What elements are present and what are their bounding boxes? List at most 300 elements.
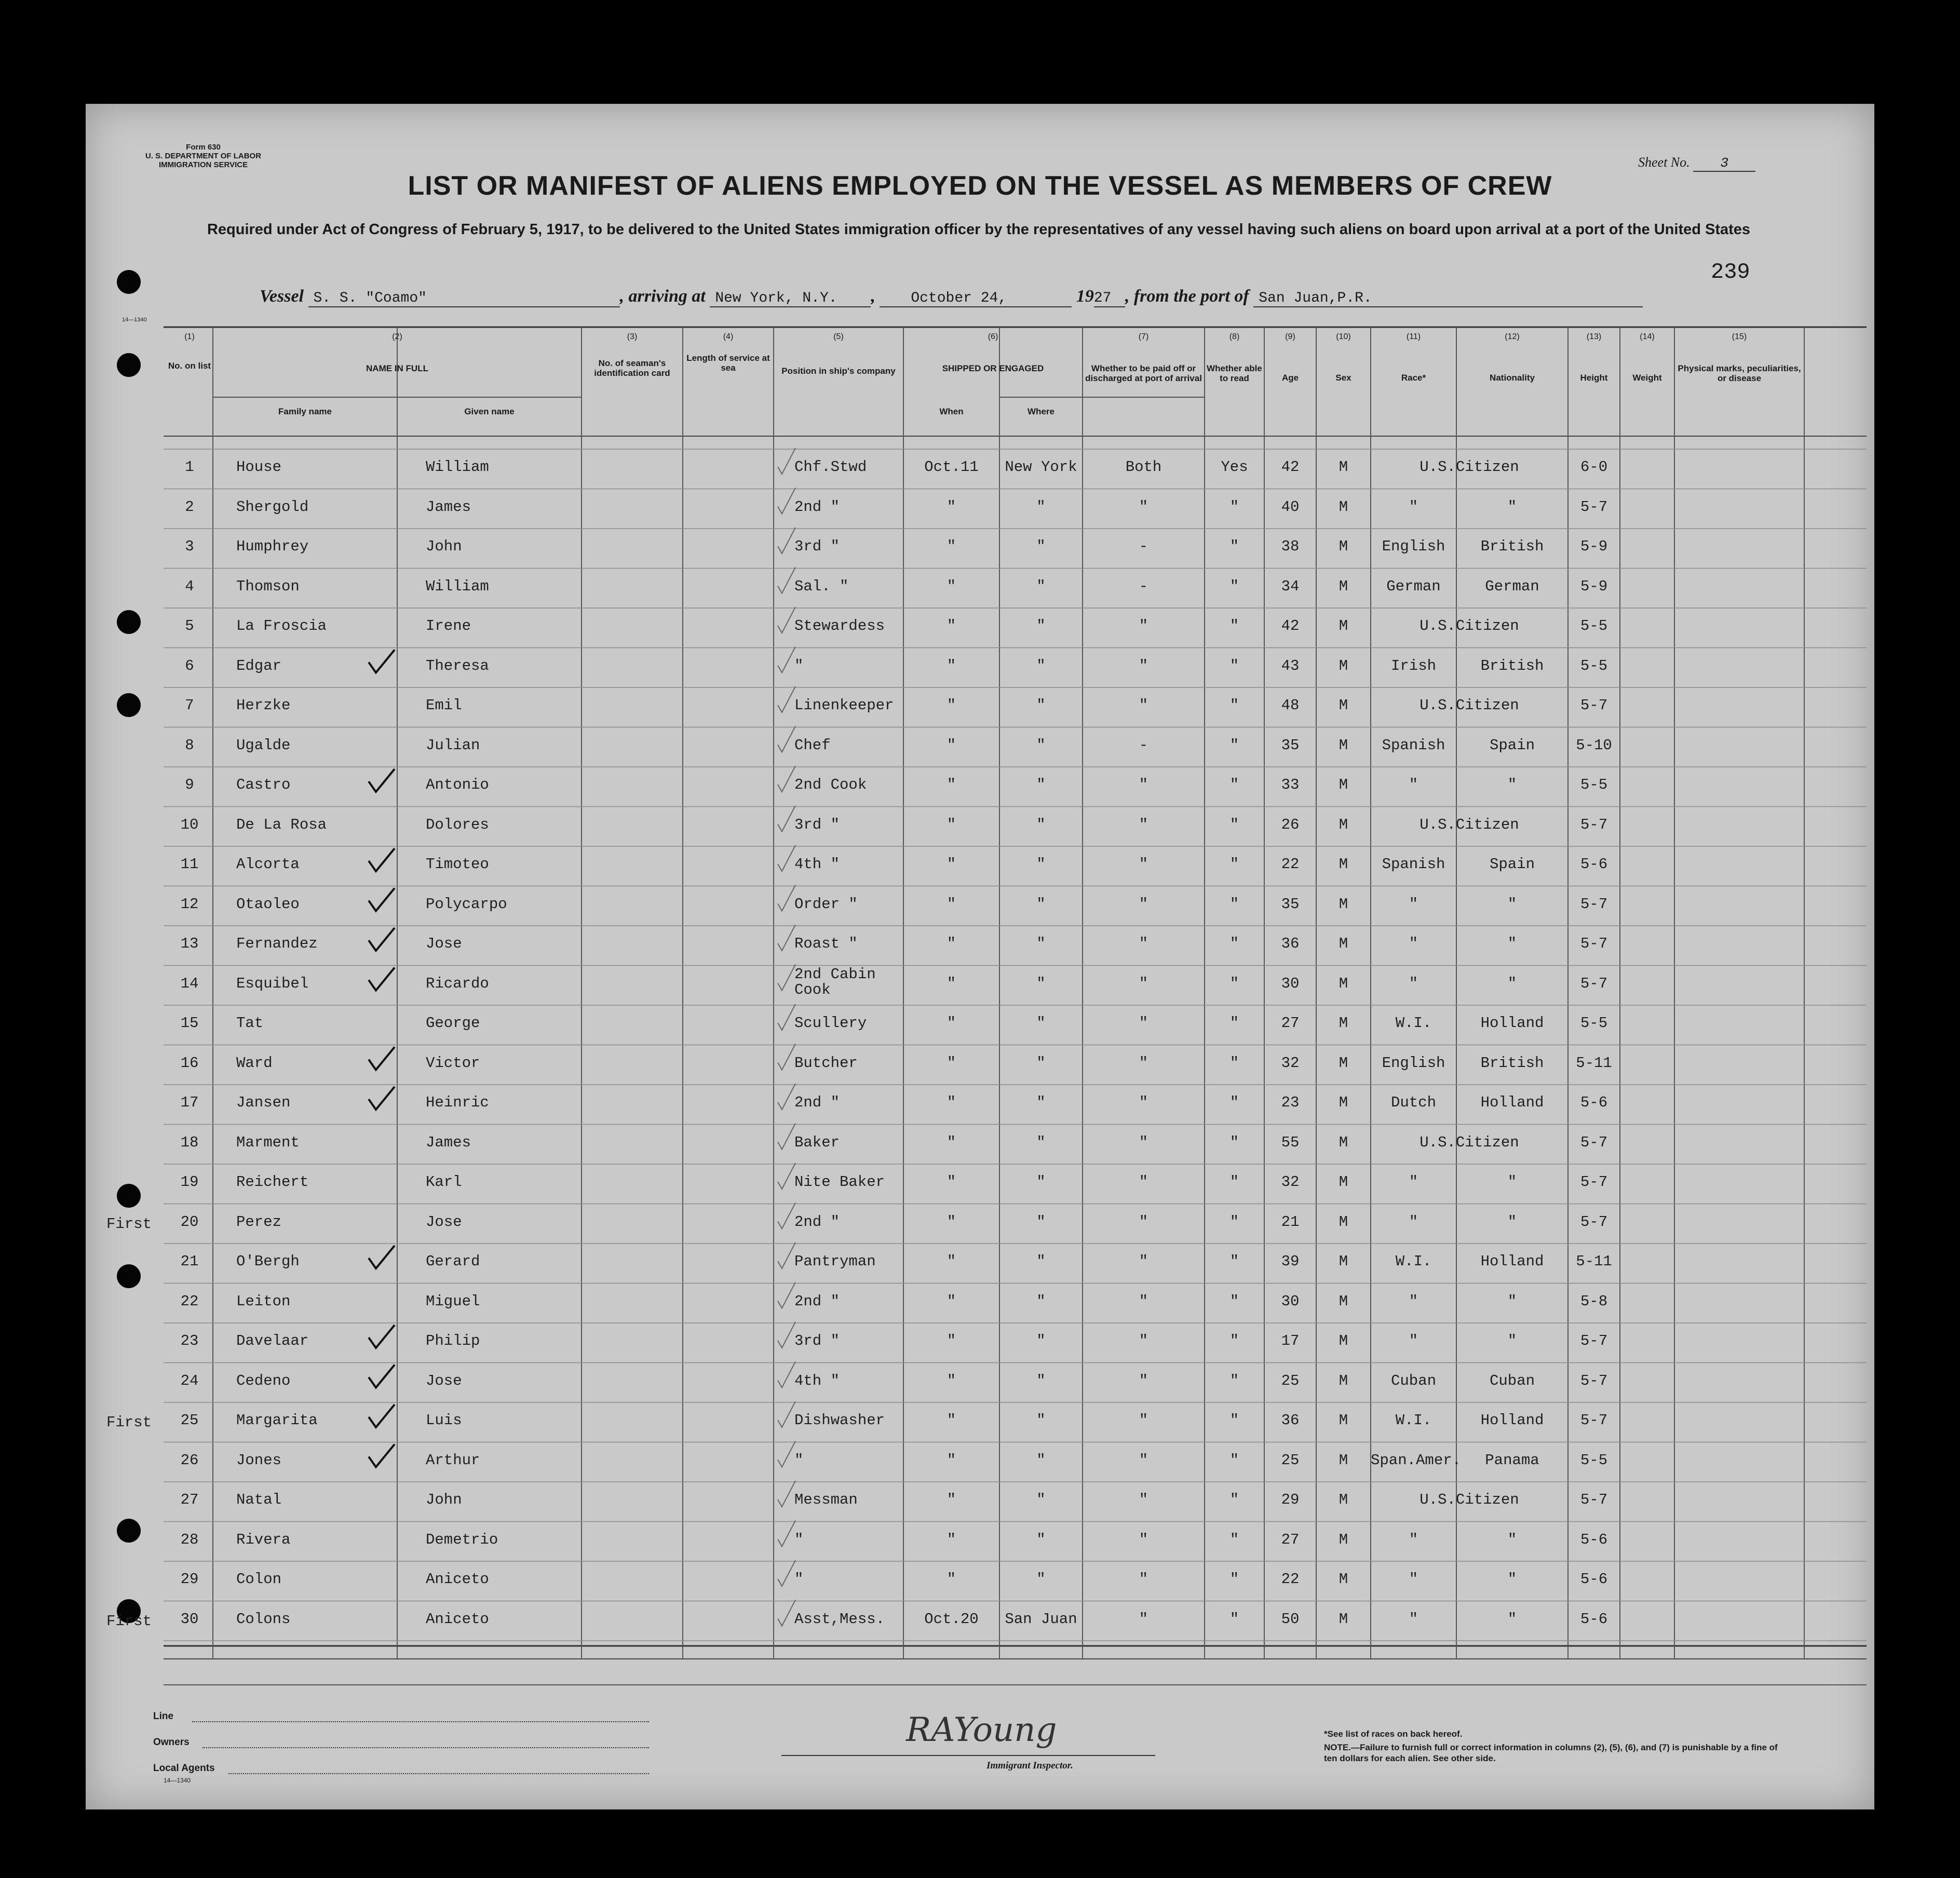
- family-name: Colon: [236, 1571, 282, 1588]
- ink-check-mark: [369, 888, 395, 911]
- nationality: ": [1507, 498, 1517, 516]
- position: ": [794, 1531, 804, 1548]
- nationality: ": [1507, 1213, 1517, 1231]
- position: 3rd ": [794, 1332, 840, 1349]
- row-number: 17: [180, 1094, 199, 1111]
- sex: M: [1339, 1332, 1348, 1349]
- family-name: Ugalde: [236, 736, 291, 754]
- pencil-check-mark: [778, 1282, 795, 1308]
- able-to-read: ": [1229, 1292, 1239, 1310]
- age: 35: [1281, 895, 1300, 913]
- owners-label: Owners: [153, 1737, 190, 1748]
- shipped-where: ": [1036, 1253, 1046, 1270]
- pencil-check-mark: [778, 766, 795, 792]
- race: ": [1409, 1531, 1418, 1548]
- position: 3rd ": [794, 816, 840, 833]
- family-name: Herzke: [236, 697, 291, 714]
- arriving-port: New York, N.Y.: [710, 290, 871, 307]
- given-name: Victor: [426, 1054, 480, 1072]
- able-to-read: Yes: [1221, 458, 1248, 476]
- paid-off: ": [1139, 895, 1148, 913]
- sex: M: [1339, 1610, 1348, 1628]
- pencil-check-mark: [778, 488, 795, 514]
- shipped-where: ": [1036, 697, 1046, 714]
- sex: M: [1339, 1491, 1348, 1508]
- nationality: Spain: [1489, 856, 1535, 873]
- shipped-when: ": [947, 1451, 956, 1469]
- header-no-on-list: No. on list: [168, 361, 211, 371]
- sex: M: [1339, 816, 1348, 833]
- paid-off: ": [1139, 1094, 1148, 1111]
- paid-off: Both: [1125, 458, 1162, 476]
- able-to-read: ": [1229, 1332, 1239, 1349]
- ink-check-mark: [369, 1444, 395, 1467]
- paid-off: -: [1139, 736, 1148, 754]
- row-number: 13: [180, 935, 199, 952]
- age: 25: [1281, 1451, 1300, 1469]
- race-nationality: U.S.Citizen: [1420, 1133, 1519, 1151]
- shipped-when: Oct.20: [924, 1610, 979, 1628]
- able-to-read: ": [1229, 498, 1239, 516]
- given-name: Miguel: [426, 1292, 480, 1310]
- ink-check-mark: [369, 1365, 395, 1388]
- height: 5-7: [1580, 816, 1608, 833]
- family-name: Jones: [236, 1451, 282, 1469]
- height: 5-6: [1580, 1094, 1608, 1111]
- shipped-when: ": [947, 538, 956, 555]
- race: W.I.: [1395, 1412, 1432, 1429]
- header-length-of-service: Length of service at sea: [686, 353, 770, 373]
- header-position: Position in ship's company: [781, 366, 896, 376]
- height: 5-7: [1580, 1173, 1608, 1191]
- form-code-top: 14—1340: [122, 317, 147, 323]
- paid-off: ": [1139, 1610, 1148, 1628]
- row-number: 14: [180, 975, 199, 992]
- sex: M: [1339, 1571, 1348, 1588]
- paid-off: ": [1139, 1253, 1148, 1270]
- column-number: (9): [1285, 332, 1295, 341]
- shipped-when: ": [947, 1094, 956, 1111]
- row-number: 6: [185, 657, 194, 674]
- pencil-check-mark: [778, 607, 795, 633]
- height: 5-11: [1576, 1054, 1612, 1072]
- age: 39: [1281, 1253, 1300, 1270]
- shipped-when: ": [947, 895, 956, 913]
- ink-check-mark: [369, 848, 395, 871]
- paid-off: ": [1139, 1173, 1148, 1191]
- given-name: Emil: [426, 697, 462, 714]
- given-name: James: [426, 1133, 471, 1151]
- shipped-where: ": [1036, 577, 1046, 595]
- header-nationality: Nationality: [1490, 373, 1535, 383]
- row-number: 30: [180, 1610, 199, 1628]
- height: 5-8: [1580, 1292, 1608, 1310]
- pencil-check-mark: [778, 1044, 795, 1070]
- pencil-check-mark: [778, 1322, 795, 1348]
- race: English: [1382, 1054, 1445, 1072]
- row-number: 8: [185, 736, 194, 754]
- age: 32: [1281, 1173, 1300, 1191]
- family-name: De La Rosa: [236, 816, 327, 833]
- paid-off: ": [1139, 1372, 1148, 1389]
- column-number: (13): [1586, 332, 1602, 341]
- header-given-name: Given name: [464, 407, 515, 416]
- pencil-check-mark: [778, 1124, 795, 1150]
- position: 2nd Cabin Cook: [794, 965, 876, 998]
- form-number: Form 630: [186, 143, 221, 152]
- able-to-read: ": [1229, 1491, 1239, 1508]
- able-to-read: ": [1229, 1412, 1239, 1429]
- column-number: (8): [1229, 332, 1240, 341]
- ink-check-mark: [369, 769, 395, 792]
- page-subtitle: Required under Act of Congress of February 5, 1917, to be delivered to the United States immigration officer by the representatives of any vessel having such aliens on board upon arrival at a port of the United States: [207, 221, 1751, 238]
- row-number: 2: [185, 498, 194, 516]
- race: W.I.: [1395, 1253, 1432, 1270]
- row-number: 15: [180, 1015, 199, 1032]
- paid-off: ": [1139, 816, 1148, 833]
- given-name: Timoteo: [426, 856, 489, 873]
- sex: M: [1339, 498, 1348, 516]
- shipped-where: ": [1036, 975, 1046, 992]
- shipped-where: ": [1036, 538, 1046, 555]
- column-number: (1): [184, 332, 195, 341]
- shipped-where: ": [1036, 1571, 1046, 1588]
- height: 5-9: [1580, 577, 1608, 595]
- header-family-name: Family name: [278, 407, 332, 416]
- nationality: ": [1507, 776, 1517, 793]
- given-name: George: [426, 1015, 480, 1032]
- column-number: (6): [988, 332, 998, 341]
- age: 50: [1281, 1610, 1300, 1628]
- height: 5-7: [1580, 935, 1608, 952]
- ink-check-mark: [369, 1047, 395, 1070]
- pencil-check-mark: [778, 845, 795, 871]
- sex: M: [1339, 538, 1348, 555]
- pencil-check-mark: [778, 1600, 795, 1626]
- paid-off: ": [1139, 935, 1148, 952]
- sex: M: [1339, 1133, 1348, 1151]
- race-nationality: U.S.Citizen: [1420, 1491, 1519, 1508]
- signature-line: [781, 1755, 1155, 1756]
- given-name: Jose: [426, 1213, 462, 1231]
- row-number: 12: [180, 895, 199, 913]
- able-to-read: ": [1229, 1015, 1239, 1032]
- shipped-where: ": [1036, 1412, 1046, 1429]
- able-to-read: ": [1229, 935, 1239, 952]
- nationality: Spain: [1489, 736, 1535, 754]
- sex: M: [1339, 935, 1348, 952]
- height: 5-6: [1580, 1531, 1608, 1548]
- able-to-read: ": [1229, 1531, 1239, 1548]
- paid-off: ": [1139, 1213, 1148, 1231]
- age: 40: [1281, 498, 1300, 516]
- race-nationality: U.S.Citizen: [1420, 458, 1519, 476]
- height: 5-7: [1580, 697, 1608, 714]
- shipped-when: ": [947, 617, 956, 634]
- row-number: 23: [180, 1332, 199, 1349]
- position: Sal. ": [794, 577, 849, 595]
- height: 5-5: [1580, 657, 1608, 674]
- paid-off: ": [1139, 1491, 1148, 1508]
- given-name: Antonio: [426, 776, 489, 793]
- race: ": [1409, 1610, 1418, 1628]
- family-name: Esquibel: [236, 975, 309, 992]
- page-title: LIST OR MANIFEST OF ALIENS EMPLOYED ON THE VESSEL AS MEMBERS OF CREW: [408, 171, 1552, 201]
- position: Messman: [794, 1491, 858, 1508]
- race: German: [1386, 577, 1441, 595]
- row-number: 20: [180, 1213, 199, 1231]
- pencil-check-mark: [778, 925, 795, 951]
- pencil-check-mark: [778, 1401, 795, 1427]
- ink-check-mark: [369, 650, 395, 673]
- header-seaman-card: No. of seaman's identification card: [594, 358, 670, 378]
- nationality: British: [1480, 1054, 1544, 1072]
- paid-off: ": [1139, 1332, 1148, 1349]
- row-number: 3: [185, 538, 194, 555]
- row-number: 25: [180, 1412, 199, 1429]
- shipped-where: ": [1036, 1332, 1046, 1349]
- race-nationality: U.S.Citizen: [1420, 816, 1519, 833]
- age: 23: [1281, 1094, 1300, 1111]
- ink-check-mark: [369, 968, 395, 991]
- family-name: Thomson: [236, 577, 300, 595]
- age: 36: [1281, 1412, 1300, 1429]
- sex: M: [1339, 736, 1348, 754]
- nationality: Holland: [1480, 1015, 1544, 1032]
- pencil-check-mark: [778, 1362, 795, 1388]
- race: ": [1409, 1173, 1418, 1191]
- race: ": [1409, 935, 1418, 952]
- owners-field[interactable]: [202, 1747, 649, 1748]
- shipped-when: ": [947, 1571, 956, 1588]
- age: 33: [1281, 776, 1300, 793]
- given-name: William: [426, 458, 489, 476]
- header-where: Where: [1028, 407, 1055, 416]
- nationality: British: [1480, 538, 1544, 555]
- column-number: (3): [627, 332, 638, 341]
- shipped-when: ": [947, 1054, 956, 1072]
- family-name: Otaoleo: [236, 895, 300, 913]
- sex: M: [1339, 1173, 1348, 1191]
- age: 29: [1281, 1491, 1300, 1508]
- column-number: (14): [1640, 332, 1655, 341]
- nationality: ": [1507, 935, 1517, 952]
- arrival-date: October 24,: [880, 290, 1072, 307]
- family-name: Marment: [236, 1133, 300, 1151]
- sex: M: [1339, 617, 1348, 634]
- shipped-when: ": [947, 697, 956, 714]
- race: ": [1409, 1571, 1418, 1588]
- sex: M: [1339, 975, 1348, 992]
- position: Baker: [794, 1133, 840, 1151]
- shipped-when: ": [947, 1173, 956, 1191]
- position: Roast ": [794, 935, 858, 952]
- vessel-line: Vessel S. S. "Coamo" , arriving at New York, N.Y. , October 24, 1927 , from the port of San Juan,P.R.: [260, 287, 1643, 307]
- nationality: Holland: [1480, 1253, 1544, 1270]
- family-name: Rivera: [236, 1531, 291, 1548]
- position: Butcher: [794, 1054, 858, 1072]
- ink-check-mark: [369, 928, 395, 951]
- family-name: Fernandez: [236, 935, 318, 952]
- height: 5-6: [1580, 856, 1608, 873]
- height: 5-7: [1580, 1372, 1608, 1389]
- able-to-read: ": [1229, 1173, 1239, 1191]
- vessel-name: S. S. "Coamo": [308, 290, 620, 307]
- shipped-where: ": [1036, 776, 1046, 793]
- race: ": [1409, 975, 1418, 992]
- height: 5-7: [1580, 1412, 1608, 1429]
- shipped-when: Oct.11: [924, 458, 979, 476]
- pencil-check-mark: [778, 647, 795, 673]
- given-name: Theresa: [426, 657, 489, 674]
- nationality: ": [1507, 1531, 1517, 1548]
- age: 30: [1281, 975, 1300, 992]
- form-code: 14—1340: [164, 1777, 191, 1784]
- height: 5-5: [1580, 776, 1608, 793]
- age: 42: [1281, 458, 1300, 476]
- nationality: ": [1507, 1332, 1517, 1349]
- shipped-when: ": [947, 1213, 956, 1231]
- paid-off: ": [1139, 1292, 1148, 1310]
- position: Scullery: [794, 1015, 867, 1032]
- position: 4th ": [794, 856, 840, 873]
- sex: M: [1339, 1213, 1348, 1231]
- shipped-where: ": [1036, 736, 1046, 754]
- shipped-where: ": [1036, 617, 1046, 634]
- race: Span.Amer.: [1371, 1451, 1462, 1469]
- row-number: 9: [185, 776, 194, 793]
- table-grid: [86, 104, 1874, 1809]
- row-number: 5: [185, 617, 194, 634]
- shipped-when: ": [947, 1372, 956, 1389]
- header-when: When: [939, 407, 964, 416]
- position: Stewardess: [794, 617, 885, 634]
- line-field[interactable]: [192, 1721, 649, 1722]
- family-name: Margarita: [236, 1412, 318, 1429]
- ink-check-mark: [369, 1087, 395, 1110]
- paid-off: ": [1139, 776, 1148, 793]
- header-sex: Sex: [1335, 373, 1351, 383]
- able-to-read: ": [1229, 617, 1239, 634]
- shipped-when: ": [947, 1015, 956, 1032]
- race: Dutch: [1390, 1094, 1436, 1111]
- given-name: Gerard: [426, 1253, 480, 1270]
- sex: M: [1339, 697, 1348, 714]
- height: 5-5: [1580, 1015, 1608, 1032]
- able-to-read: ": [1229, 975, 1239, 992]
- age: 48: [1281, 697, 1300, 714]
- sex: M: [1339, 856, 1348, 873]
- race: W.I.: [1395, 1015, 1432, 1032]
- age: 43: [1281, 657, 1300, 674]
- given-name: Aniceto: [426, 1610, 489, 1628]
- pencil-check-mark: [778, 806, 795, 832]
- able-to-read: ": [1229, 856, 1239, 873]
- arrival-year: 27: [1094, 290, 1125, 307]
- shipped-when: ": [947, 1292, 956, 1310]
- position: 3rd ": [794, 538, 840, 555]
- age: 34: [1281, 577, 1300, 595]
- given-name: Demetrio: [426, 1531, 498, 1548]
- row-number: 4: [185, 577, 194, 595]
- position: Pantryman: [794, 1253, 876, 1270]
- margin-note: First: [106, 1414, 152, 1431]
- family-name: Natal: [236, 1491, 282, 1508]
- given-name: Dolores: [426, 816, 489, 833]
- shipped-when: ": [947, 935, 956, 952]
- column-number: (11): [1406, 332, 1421, 341]
- family-name: Edgar: [236, 657, 282, 674]
- column-number: (12): [1505, 332, 1520, 341]
- row-number: 7: [185, 697, 194, 714]
- vessel-label: Vessel: [260, 287, 304, 306]
- paid-off: ": [1139, 1015, 1148, 1032]
- age: 27: [1281, 1015, 1300, 1032]
- position: ": [794, 1451, 804, 1469]
- given-name: Heinric: [426, 1094, 489, 1111]
- able-to-read: ": [1229, 538, 1239, 555]
- nationality: ": [1507, 1610, 1517, 1628]
- header-shipped-or-engaged: SHIPPED OR ENGAGED: [942, 363, 1044, 373]
- sex: M: [1339, 1412, 1348, 1429]
- age: 17: [1281, 1332, 1300, 1349]
- column-number: (5): [833, 332, 844, 341]
- height: 5-9: [1580, 538, 1608, 555]
- sheet-number-label: Sheet No.: [1638, 155, 1690, 170]
- from-label: , from the port of: [1125, 287, 1249, 306]
- age: 32: [1281, 1054, 1300, 1072]
- shipped-when: ": [947, 776, 956, 793]
- age: 27: [1281, 1531, 1300, 1548]
- row-number: 19: [180, 1173, 199, 1191]
- nationality: Holland: [1480, 1094, 1544, 1111]
- able-to-read: ": [1229, 1094, 1239, 1111]
- shipped-where: ": [1036, 1531, 1046, 1548]
- paid-off: ": [1139, 1054, 1148, 1072]
- pencil-check-mark: [778, 1521, 795, 1547]
- paid-off: ": [1139, 1571, 1148, 1588]
- age: 22: [1281, 1571, 1300, 1588]
- height: 5-7: [1580, 895, 1608, 913]
- sex: M: [1339, 1054, 1348, 1072]
- race: ": [1409, 776, 1418, 793]
- given-name: Aniceto: [426, 1571, 489, 1588]
- shipped-where: ": [1036, 1015, 1046, 1032]
- shipped-when: ": [947, 1531, 956, 1548]
- row-number: 21: [180, 1253, 199, 1270]
- race-nationality: U.S.Citizen: [1420, 697, 1519, 714]
- family-name: Leiton: [236, 1292, 291, 1310]
- paid-off: -: [1139, 577, 1148, 595]
- ink-check-mark: [369, 1246, 395, 1268]
- family-name: Colons: [236, 1610, 291, 1628]
- departure-port: San Juan,P.R.: [1253, 290, 1643, 307]
- age: 36: [1281, 935, 1300, 952]
- paid-off: ": [1139, 1412, 1148, 1429]
- pencil-check-mark: [778, 1242, 795, 1268]
- age: 55: [1281, 1133, 1300, 1151]
- shipped-when: ": [947, 975, 956, 992]
- pencil-check-mark: [778, 1163, 795, 1189]
- local-agents-field[interactable]: [228, 1773, 649, 1774]
- sex: M: [1339, 1094, 1348, 1111]
- sex: M: [1339, 1531, 1348, 1548]
- race: Cuban: [1390, 1372, 1436, 1389]
- pencil-check-mark: [778, 1441, 795, 1467]
- given-name: Polycarpo: [426, 895, 507, 913]
- inspector-label: Immigrant Inspector.: [986, 1760, 1073, 1771]
- paid-off: ": [1139, 856, 1148, 873]
